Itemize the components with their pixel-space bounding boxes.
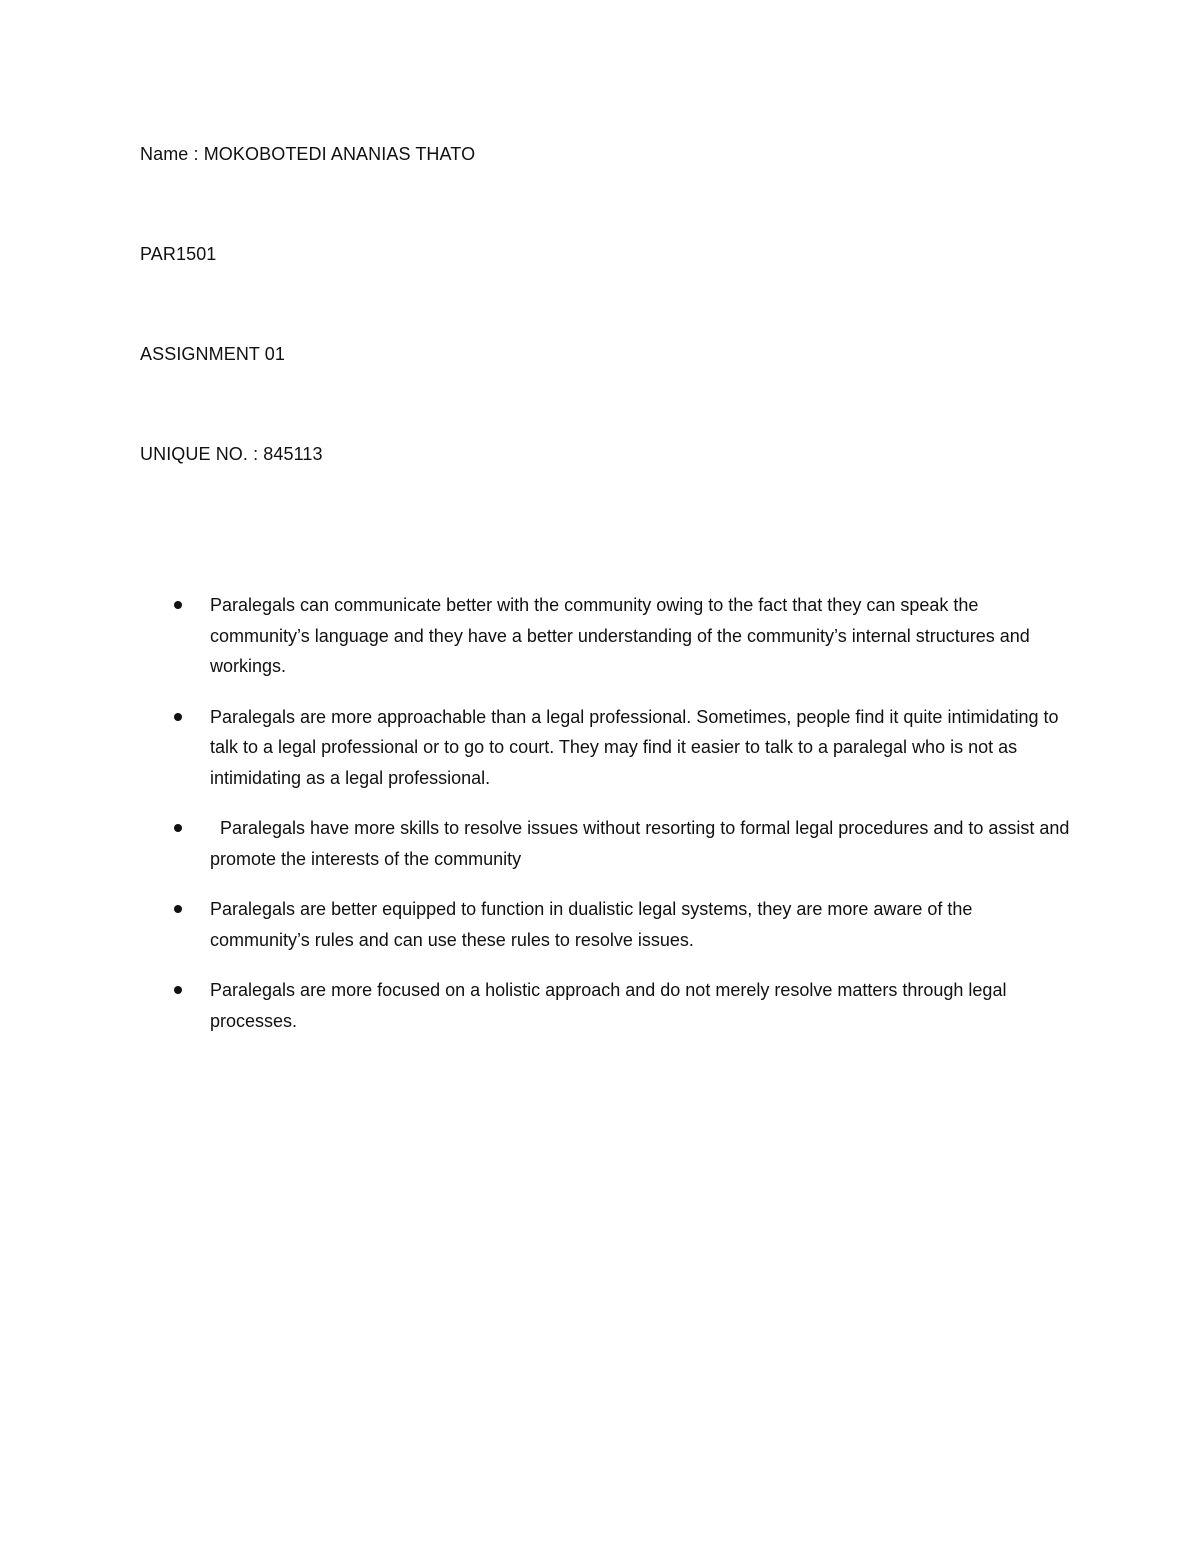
bullet-text: Paralegals can communicate better with the community owing to the fact that they can speak the community’s language and they have a better understanding of the community’s internal structures and workings.: [210, 595, 1030, 676]
bullet-icon: [174, 986, 182, 994]
list-item: [140, 702, 1070, 794]
bullet-icon: [174, 824, 182, 832]
list-item: [140, 590, 1070, 682]
bullet-icon: [174, 905, 182, 913]
bullet-icon: [174, 713, 182, 721]
bullet-text: Paralegals are more approachable than a legal professional. Sometimes, people find it quite intimidating to talk to a legal professional or to go to court. They may find it easier to talk to a paralegal who is not as intimidating as a legal professional.: [210, 706, 1059, 788]
list-item: [140, 813, 1070, 874]
student-name: Name : MOKOBOTEDI ANANIAS THATO: [140, 144, 476, 164]
course-code: PAR1501: [140, 244, 217, 264]
assignment-title: ASSIGNMENT 01: [140, 344, 286, 364]
bullet-icon: [174, 601, 182, 609]
bullet-text: Paralegals are better equipped to function in dualistic legal systems, they are more aware of the community’s rules and can use these rules to resolve issues.: [210, 899, 973, 950]
bullet-text: Paralegals have more skills to resolve issues without resorting to formal legal procedures and to assist and promote the interests of the community: [210, 818, 1070, 869]
bullet-list: [140, 590, 1070, 1056]
bullet-text: Paralegals are more focused on a holistic approach and do not merely resolve matters through legal processes.: [210, 980, 1007, 1031]
unique-number: UNIQUE NO. : 845113: [140, 444, 323, 464]
list-item: [140, 975, 1070, 1036]
list-item: [140, 894, 1070, 955]
